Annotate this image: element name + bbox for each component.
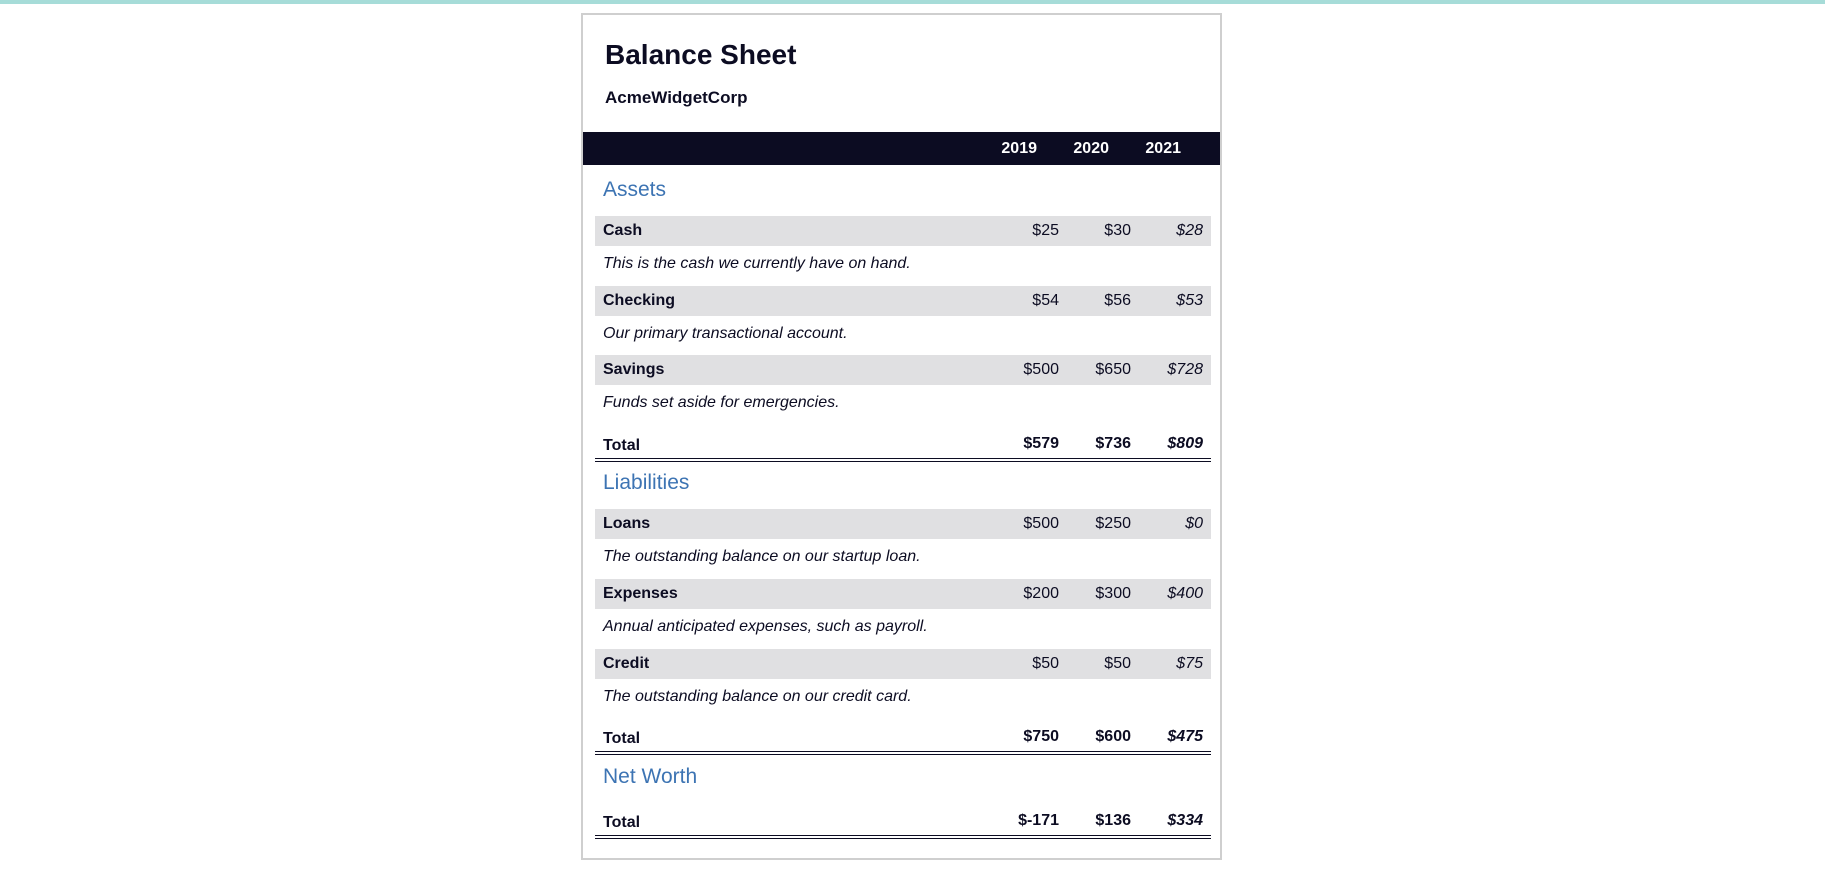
year-header-2020: 2020 (1073, 140, 1109, 157)
line-item-label: Cash (603, 222, 643, 239)
value-2021: $0 (1185, 515, 1203, 532)
liabilities-total-row (595, 723, 1211, 755)
net-worth-total-row (595, 807, 1211, 839)
section-heading-net-worth: Net Worth (603, 765, 698, 788)
line-item-expenses (595, 579, 1211, 609)
page-title: Balance Sheet (605, 39, 797, 70)
line-item-label: Savings (603, 361, 665, 378)
value-2020: $300 (1095, 585, 1131, 602)
company-name: AcmeWidgetCorp (605, 88, 748, 107)
value-2019: $500 (1023, 361, 1059, 378)
value-2021: $75 (1176, 655, 1203, 672)
balance-sheet-document (581, 13, 1222, 860)
value-2019: $200 (1023, 585, 1059, 602)
value-2020: $30 (1104, 222, 1131, 239)
total-label: Total (603, 437, 641, 454)
total-2021: $475 (1167, 728, 1203, 745)
total-2019: $750 (1023, 728, 1059, 745)
year-header-band (583, 132, 1220, 165)
line-item-cash (595, 216, 1211, 246)
line-item-description: The outstanding balance on our startup loan. (603, 548, 921, 565)
total-2020: $736 (1095, 435, 1131, 452)
total-2021: $809 (1167, 435, 1203, 452)
year-header-2021: 2021 (1145, 140, 1181, 157)
line-item-label: Loans (603, 515, 651, 532)
total-2019: $-171 (1018, 812, 1059, 829)
line-item-label: Expenses (603, 585, 678, 602)
value-2019: $25 (1032, 222, 1059, 239)
assets-total-row (595, 430, 1211, 462)
line-item-credit (595, 649, 1211, 679)
value-2019: $50 (1032, 655, 1059, 672)
line-item-loans (595, 509, 1211, 539)
total-2020: $600 (1095, 728, 1131, 745)
line-item-description: Annual anticipated expenses, such as payroll. (603, 618, 928, 635)
year-header-2019: 2019 (1001, 140, 1037, 157)
line-item-checking (595, 286, 1211, 316)
line-item-description: The outstanding balance on our credit card. (603, 688, 912, 705)
line-item-description: Funds set aside for emergencies. (603, 394, 840, 411)
value-2020: $650 (1095, 361, 1131, 378)
total-label: Total (603, 814, 641, 831)
value-2019: $500 (1023, 515, 1059, 532)
value-2020: $50 (1104, 655, 1131, 672)
section-heading-assets: Assets (603, 178, 667, 201)
line-item-description: This is the cash we currently have on hand. (603, 255, 911, 272)
line-item-savings (595, 355, 1211, 385)
value-2021: $53 (1176, 292, 1203, 309)
total-2021: $334 (1167, 812, 1203, 829)
line-item-description: Our primary transactional account. (603, 325, 848, 342)
value-2021: $400 (1167, 585, 1203, 602)
line-item-label: Checking (603, 292, 676, 309)
value-2020: $56 (1104, 292, 1131, 309)
value-2020: $250 (1095, 515, 1131, 532)
value-2021: $28 (1176, 222, 1203, 239)
value-2019: $54 (1032, 292, 1059, 309)
top-accent-bar (0, 0, 1825, 4)
section-heading-liabilities: Liabilities (603, 471, 690, 494)
total-2019: $579 (1023, 435, 1059, 452)
total-2020: $136 (1095, 812, 1131, 829)
value-2021: $728 (1167, 361, 1203, 378)
line-item-label: Credit (603, 655, 650, 672)
total-label: Total (603, 730, 641, 747)
